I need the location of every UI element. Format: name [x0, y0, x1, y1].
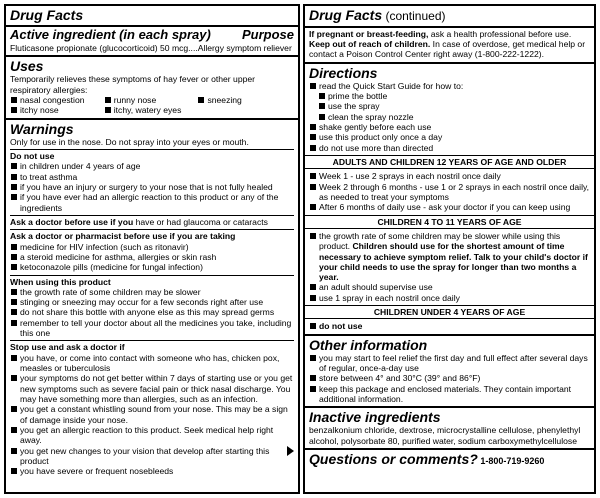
- stop-use-heading: Stop use and ask a doctor if: [10, 340, 294, 352]
- pregnancy-text: [309, 29, 590, 39]
- list-item: to treat asthma: [10, 172, 294, 182]
- pregnancy-rest: ask a health professional before use.: [428, 28, 572, 39]
- drug-facts-title-text: Drug Facts: [309, 7, 383, 23]
- active-ingredient-text: Fluticasone propionate (glucocorticoid) 50 mcg....Allergy symptom reliever: [10, 43, 292, 54]
- adults-band: ADULTS AND CHILDREN 12 YEARS OF AGE AND OLDER: [305, 155, 594, 169]
- list-item: use this product only once a day: [309, 132, 590, 142]
- questions-phone: 1-800-719-9260: [477, 456, 545, 467]
- keep-out-rest: In case of overdose, get medical help or contact a Poison Control Center right away (1-800-222-1222).: [309, 39, 586, 60]
- other-info-section: [305, 336, 594, 409]
- ask-doctor-line: [10, 215, 294, 227]
- pregnancy-bold: If pregnant or breast-feeding,: [309, 28, 429, 39]
- do-not-use-list: [10, 161, 294, 213]
- warnings-intro: Only for use in the nose. Do not spray into your eyes or mouth.: [10, 136, 249, 147]
- active-ingredient-section: [6, 27, 298, 57]
- drug-facts-header: [6, 6, 298, 27]
- under4-band: CHILDREN UNDER 4 YEARS OF AGE: [305, 305, 594, 319]
- drug-facts-continued-title: [309, 7, 590, 24]
- list-item: remember to tell your doctor about all the medicines you take, including this one: [10, 318, 294, 339]
- list-item: a steroid medicine for asthma, allergies or skin rash: [10, 252, 294, 262]
- pregnancy-section: [305, 28, 594, 64]
- list-item: you have, or come into contact with someone who has, chicken pox, measles or tuberculosis: [10, 353, 294, 374]
- list-item: prime the bottle: [309, 91, 590, 101]
- ask-pharmacist-list: [10, 242, 294, 273]
- stop-use-list: [10, 353, 294, 477]
- list-item: do not use more than directed: [309, 143, 590, 153]
- active-ingredient-title: Active ingredient (in each spray): [10, 27, 211, 43]
- when-using-list: [10, 287, 294, 339]
- when-using-heading: When using this product: [10, 275, 294, 287]
- list-item: you have severe or frequent nosebleeds: [10, 466, 294, 476]
- list-item: if you have an injury or surgery to your nose that is not fully healed: [10, 182, 294, 192]
- list-item: you may start to feel relief the first day and full effect after several days of regular, once-a-day use: [309, 353, 590, 374]
- uses-title: Uses: [10, 58, 44, 75]
- list-item: you get new changes to your vision that develop after starting this product: [10, 446, 294, 467]
- list-item: in children under 4 years of age: [10, 161, 294, 171]
- ask-doctor-rest: have or had glaucoma or cataracts: [133, 216, 268, 227]
- questions-section: [305, 450, 594, 469]
- list-item: itchy, watery eyes: [104, 105, 246, 115]
- list-item: use 1 spray in each nostril once daily: [309, 293, 590, 303]
- list-item: your symptoms do not get better within 7 days of starting use or you get new symptoms such as severe facial pain or thick nasal discharge. You may have something more than allergies, such as an infection.: [10, 373, 294, 404]
- directions-list: [309, 81, 590, 153]
- list-item: itchy nose: [10, 105, 104, 115]
- list-item: use the spray: [309, 101, 590, 111]
- list-item: sneezing: [197, 95, 291, 105]
- ask-doctor-bold: Ask a doctor before use if you: [10, 216, 134, 227]
- drug-facts-continued-header: [305, 6, 594, 28]
- inactive-ingredients-section: [305, 408, 594, 450]
- drug-facts-panel-right: [303, 4, 596, 494]
- uses-list: [10, 95, 294, 116]
- list-item: stinging or sneezing may occur for a few seconds right after use: [10, 297, 294, 307]
- children-growth-text: the growth rate of some children may be slower while using this product.: [319, 230, 561, 252]
- directions-section: [305, 64, 594, 336]
- children-band: CHILDREN 4 TO 11 YEARS OF AGE: [305, 215, 594, 229]
- inactive-ingredients-title: Inactive ingredients: [309, 409, 441, 426]
- list-item: if you have ever had an allergic reaction to this product or any of the ingredients: [10, 192, 294, 213]
- uses-section: [6, 57, 298, 119]
- list-item: ketoconazole pills (medicine for fungal infection): [10, 262, 294, 272]
- questions-title: [309, 451, 590, 467]
- list-item: store between 4° and 30°C (39° and 86°F): [309, 373, 590, 383]
- list-item: Week 2 through 6 months - use 1 or 2 sprays in each nostril once daily, as needed to treat your symptoms: [309, 182, 590, 203]
- directions-title: Directions: [309, 64, 378, 81]
- list-item: read the Quick Start Guide for how to:: [309, 81, 590, 91]
- warnings-title: Warnings: [10, 120, 74, 137]
- list-item: you get an allergic reaction to this product. Seek medical help right away.: [10, 425, 294, 446]
- warnings-section: [6, 120, 298, 477]
- list-item: an adult should supervise use: [309, 282, 590, 292]
- continued-arrow-icon: [287, 446, 294, 456]
- list-item: medicine for HIV infection (such as ritonavir): [10, 242, 294, 252]
- list-item: runny nose: [104, 95, 198, 105]
- list-item: clean the spray nozzle: [309, 112, 590, 122]
- continued-label: (continued): [382, 9, 446, 23]
- list-item: keep this package and enclosed materials. They contain important additional information.: [309, 384, 590, 405]
- list-item: do not share this bottle with anyone else as this may spread germs: [10, 307, 294, 317]
- list-item: you get a constant whistling sound from your nose. This may be a sign of damage inside your nose.: [10, 404, 294, 425]
- other-info-title: Other information: [309, 336, 428, 353]
- list-item: the growth rate of some children may be slower: [10, 287, 294, 297]
- under4-list: [309, 321, 590, 331]
- list-item: Week 1 - use 2 sprays in each nostril once daily: [309, 171, 590, 181]
- do-not-use-heading: Do not use: [10, 149, 294, 161]
- list-item: nasal congestion: [10, 95, 104, 105]
- questions-label: Questions or comments?: [309, 451, 478, 468]
- drug-facts-panel-left: [4, 4, 300, 494]
- list-item: shake gently before each use: [309, 122, 590, 132]
- keep-out-text: [309, 39, 590, 60]
- children-list: [309, 231, 590, 303]
- drug-facts-title: Drug Facts: [10, 7, 84, 23]
- ask-pharmacist-heading: Ask a doctor or pharmacist before use if you are taking: [10, 229, 294, 241]
- adults-list: [309, 171, 590, 212]
- list-item: do not use: [309, 321, 590, 331]
- purpose-label: Purpose: [241, 27, 294, 43]
- other-info-list: [309, 353, 590, 405]
- uses-intro: Temporarily relieves these symptoms of hay fever or other upper respiratory allergies:: [10, 74, 256, 95]
- list-item: After 6 months of daily use - ask your doctor if you can keep using: [309, 202, 590, 212]
- keep-out-bold: Keep out of reach of children.: [309, 39, 431, 50]
- inactive-ingredients-text: benzalkonium chloride, dextrose, microcrystalline cellulose, phenylethyl alcohol, polysorbate 80, purified water, sodium carboxymethylcellulose: [309, 425, 581, 446]
- children-bold-text: Children should use for the shortest amount of time necessary to achieve symptom relief. Talk to your child's doctor if your child needs to use the spray for longer than two months a year.: [319, 241, 588, 283]
- list-item: [309, 231, 590, 283]
